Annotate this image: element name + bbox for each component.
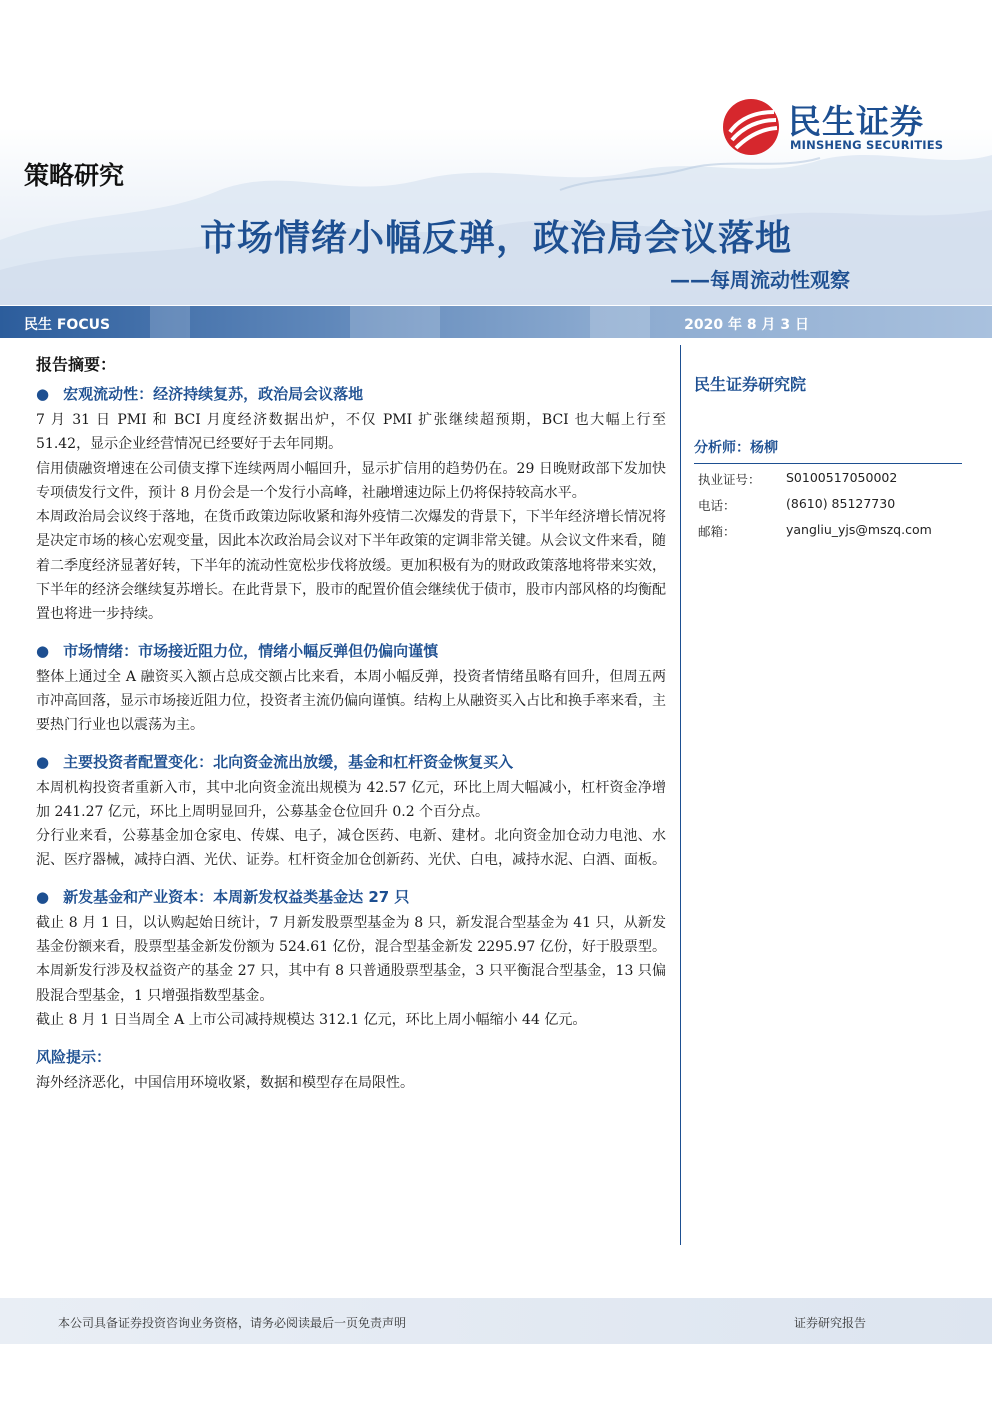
section-title: 新发基金和产业资本：本周新发权益类基金达 27 只: [63, 887, 410, 906]
risk-text: 海外经济恶化，中国信用环境收紧，数据和模型存在局限性。: [36, 1075, 414, 1092]
license-number: S0100517050002: [786, 470, 898, 485]
report-category: 策略研究: [24, 161, 125, 190]
summary-section: [36, 640, 666, 738]
focus-strip: [0, 306, 992, 338]
info-row: [694, 464, 962, 490]
info-label: 电话：: [698, 498, 736, 513]
report-title: 市场情绪小幅反弹，政治局会议落地: [199, 218, 792, 259]
section-paragraph: 截止 8 月 1 日，以认购起始日统计，7 月新发股票型基金为 8 只，新发混合型基金为 41 只，从新发基金份额来看，股票型基金新发份额为 524.61 亿份，混合型基金新发 2295.97 亿份，好于股票型。本周新发行涉及权益资产的基金 27 只，其中有 8 只普通股票型基金，3 只平衡混合型基金，13 只偏股混合型基金，1 只增强指数型基金。: [36, 914, 666, 1004]
bullet-icon: ●: [36, 752, 50, 771]
risk-heading: 风险提示：: [36, 1048, 112, 1067]
institute-name: 民生证券研究院: [694, 375, 807, 394]
header-banner: [0, 0, 992, 305]
report-date: 2020 年 8 月 3 日: [684, 317, 809, 333]
logo-english-name: MINSHENG SECURITIES: [790, 138, 944, 152]
section-paragraph: 本周机构投资者重新入市，其中北向资金流出规模为 42.57 亿元，环比上周大幅减小，杠杆资金净增加 241.27 亿元，环比上周明显回升，公募基金仓位回升 0.2 个百分点。: [36, 779, 666, 820]
info-label: 邮箱：: [698, 524, 736, 539]
section-paragraph: 7 月 31 日 PMI 和 BCI 月度经济数据出炉，不仅 PMI 扩张继续超预期，BCI 也大幅上行至 51.42，显示企业经营情况已经要好于去年同期。: [36, 412, 666, 453]
info-row: [694, 490, 962, 516]
email-address[interactable]: yangliu_yjs@mszq.com: [786, 522, 932, 537]
summary-heading: 报告摘要：: [36, 355, 117, 374]
info-row: [694, 516, 962, 542]
section-paragraph: 整体上通过全 A 融资买入额占总成交额占比来看，本周小幅反弹，投资者情绪虽略有回升，但周五两市冲高回落，显示市场接近阻力位，投资者主流仍偏向谨慎。结构上从融资买入占比和换手率来看，主要热门行业也以震荡为主。: [36, 668, 666, 734]
summary-section: [36, 886, 666, 1032]
info-label: 执业证号：: [698, 472, 761, 487]
section-title: 市场情绪：市场接近阻力位，情绪小幅反弹但仍偏向谨慎: [63, 641, 439, 660]
minsheng-logo-icon: [722, 98, 780, 156]
section-paragraph: 本周政治局会议终于落地，在货币政策边际收紧和海外疫情二次爆发的背景下，下半年经济增长情况将是决定市场的核心宏观变量，因此本次政治局会议对下半年政策的定调非常关键。从会议文件来看，随着二季度经济显著好转，下半年的流动性宽松步伐将放缓。更加积极有为的财政政策落地将带来实效，下半年的经济会继续复苏增长。在此背景下，股市的配置价值会继续优于债市，股市内部风格的均衡配置也将进一步持续。: [36, 509, 666, 623]
summary-section: [36, 751, 666, 873]
summary-section: [36, 383, 666, 627]
footer-report-type: 证券研究报告: [793, 1316, 866, 1330]
analyst-name: 分析师：杨柳: [694, 437, 962, 464]
report-subtitle: ——每周流动性观察: [670, 268, 850, 292]
bullet-icon: ●: [36, 887, 50, 906]
author-sidebar: [694, 372, 962, 542]
phone-number: (8610) 85127730: [786, 496, 896, 511]
logo-chinese-name: 民生证券: [788, 102, 924, 141]
column-divider: [680, 345, 681, 1245]
section-title: 宏观流动性：经济持续复苏，政治局会议落地: [63, 385, 364, 403]
summary-column: [36, 352, 666, 1096]
page-footer: [0, 1298, 992, 1344]
section-title: 主要投资者配置变化：北向资金流出放缓，基金和杠杆资金恢复买入: [63, 752, 514, 771]
bullet-icon: ●: [36, 641, 50, 660]
section-paragraph: 信用债融资增速在公司债支撑下连续两周小幅回升，显示扩信用的趋势仍在。29 日晚财政部下发加快专项债发行文件，预计 8 月份会是一个发行小高峰，社融增速边际上仍将保持较高水平。: [36, 460, 666, 501]
section-paragraph: 分行业来看，公募基金加仓家电、传媒、电子，减仓医药、电新、建材。北向资金加仓动力电池、水泥、医疗器械，减持白酒、光伏、证券。杠杆资金加仓创新药、光伏、白电，减持水泥、白酒、面板。: [36, 828, 666, 869]
company-logo: [722, 96, 962, 156]
focus-label: 民生 FOCUS: [24, 317, 111, 333]
section-paragraph: 截止 8 月 1 日当周全 A 上市公司减持规模达 312.1 亿元，环比上周小幅缩小 44 亿元。: [36, 1011, 587, 1028]
bullet-icon: ●: [36, 385, 50, 403]
footer-disclaimer: 本公司具备证券投资咨询业务资格，请务必阅读最后一页免责声明: [58, 1316, 407, 1330]
